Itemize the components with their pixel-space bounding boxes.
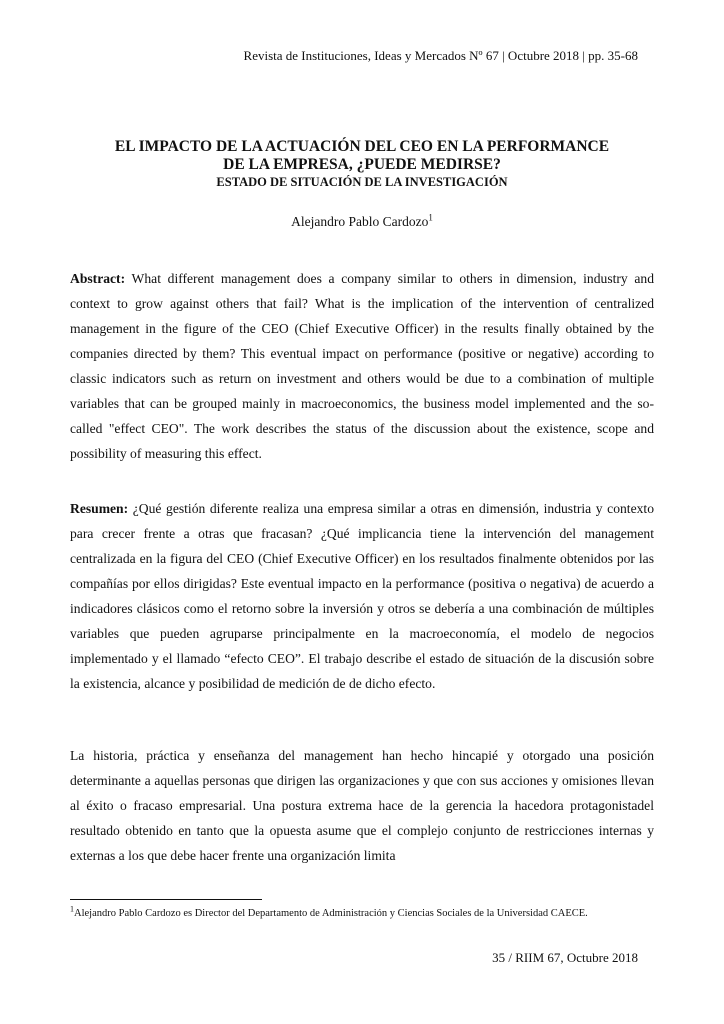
abstract-label: Abstract: xyxy=(70,271,126,286)
author-line xyxy=(0,214,724,230)
author-name: Alejandro Pablo Cardozo xyxy=(291,214,429,229)
body-paragraph: La historia, práctica y enseñanza del management han hecho hincapié y otorgado una posición determinante a aquellas personas que dirigen las organizaciones y que con sus acciones y omisiones llevan al éxito o fracaso empresarial. Una postura extrema hace de la gerencia la hacedora protagonistadel resultado obtenido en tanto que la opuesta asume que el complejo conjunto de restricciones internas y externas a los que debe hacer frente una organización limita xyxy=(70,748,654,863)
running-header: Revista de Instituciones, Ideas y Mercados Nº 67 | Octubre 2018 | pp. 35-68 xyxy=(243,48,638,63)
resumen-label: Resumen: xyxy=(70,501,129,516)
author-footnote-marker[interactable]: 1 xyxy=(428,212,433,223)
footnote-divider xyxy=(70,899,262,900)
abstract-paragraph xyxy=(70,266,654,466)
abstract-text: What different management does a company similar to others in dimension, industry and context to grow against others that fail? What is the implication of the intervention of centralized management in the figure of the CEO (Chief Executive Officer) in the results finally obtained by the companies directed by them? This eventual impact on performance (positive or negative) according to classic indicators such as return on investment and others would be due to a combination of multiple variables that can be grouped mainly in macroeconomics, the business model implemented and the so-called "effect CEO". The work describes the status of the discussion about the existence, scope and possibility of measuring this effect. xyxy=(70,271,655,461)
resumen-paragraph xyxy=(70,496,654,696)
article-title-line-1: EL IMPACTO DE LA ACTUACIÓN DEL CEO EN LA PERFORMANCE xyxy=(114,138,610,155)
footnote-marker: 1 xyxy=(70,904,74,914)
footnote xyxy=(70,904,654,920)
footnote-text: Alejandro Pablo Cardozo es Director del Departamento de Administración y Ciencias Sociales de la Universidad CAECE. xyxy=(74,908,588,919)
article-title-line-2: DE LA EMPRESA, ¿PUEDE MEDIRSE? xyxy=(223,156,501,173)
title-block xyxy=(60,138,664,190)
page-footer: 35 / RIIM 67, Octubre 2018 xyxy=(492,950,638,965)
resumen-text: ¿Qué gestión diferente realiza una empresa similar a otras en dimensión, industria y contexto para crecer frente a otras que fracasan? ¿Qué implicancia tiene la intervención del management centralizada en la figura del CEO (Chief Executive Officer) en los resultados finalmente obtenidos por las compañías por ellos dirigidas? Este eventual impacto en la performance (positiva o negativa) de acuerdo a indicadores clásicos como el retorno sobre la inversión y otros se debería a una combinación de múltiples variables que pueden agruparse principalmente en la macroeconomía, el modelo de negocios implementado y el llamado “efecto CEO”. El trabajo describe el estado de situación de la discusión sobre la existencia, alcance y posibilidad de medición de de dicho efecto. xyxy=(70,501,654,691)
article-subtitle: ESTADO DE SITUACIÓN DE LA INVESTIGACIÓN xyxy=(216,175,508,189)
